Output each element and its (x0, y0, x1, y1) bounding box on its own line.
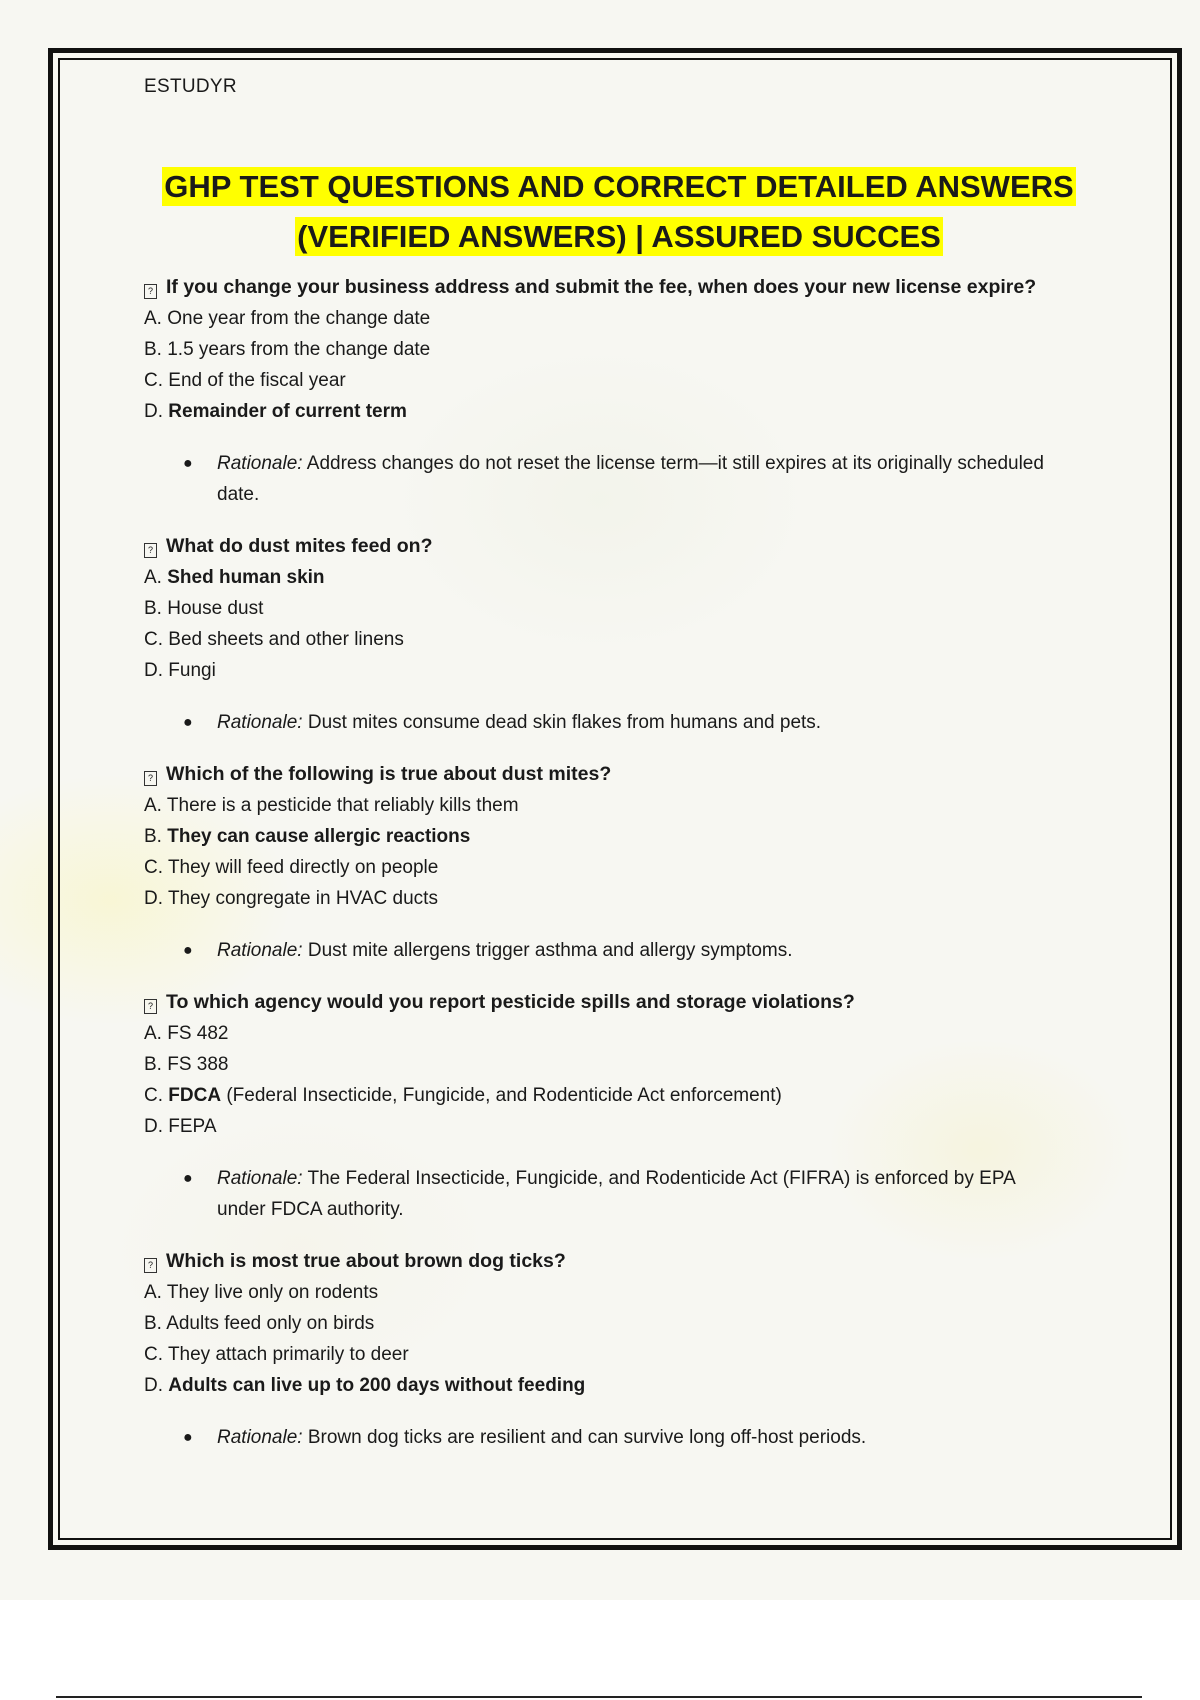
option-text-suffix: (Federal Insecticide, Fungicide, and Rodenticide Act enforcement) (221, 1085, 782, 1106)
question-label: Which is most true about brown dog ticks? (166, 1250, 566, 1272)
option-text: Adults can live up to 200 days without feeding (168, 1375, 586, 1396)
rationale-text: Address changes do not reset the license term—it still expires at its originally scheduled date. (217, 453, 1044, 505)
answer-option (144, 790, 1094, 821)
question-label: To which agency would you report pesticide spills and storage violations? (166, 991, 855, 1013)
rationale-label: Rationale: (217, 712, 303, 733)
rationale (183, 1163, 1094, 1225)
option-letter: A. (144, 1282, 162, 1303)
question-block (144, 987, 1094, 1225)
bullet-icon: ● (183, 1170, 193, 1187)
rationale (183, 448, 1094, 510)
question-marker-icon: ? (144, 284, 157, 299)
answer-option (144, 1308, 1094, 1339)
option-letter: C. (144, 370, 163, 391)
rationale-text: Brown dog ticks are resilient and can survive long off-host periods. (307, 1427, 867, 1448)
question-text (144, 987, 1094, 1018)
question-label: If you change your business address and submit the fee, when does your new license expire? (166, 276, 1037, 298)
answer-option (144, 1111, 1094, 1142)
answer-option (144, 303, 1094, 334)
answer-option-correct (144, 1080, 1094, 1111)
answer-option (144, 1339, 1094, 1370)
answer-option (144, 1049, 1094, 1080)
rationale-text: Dust mites consume dead skin flakes from humans and pets. (307, 712, 822, 733)
option-text: Fungi (168, 660, 216, 681)
footer-rule (56, 1696, 1142, 1698)
rationale-label: Rationale: (217, 453, 303, 474)
option-text: Remainder of current term (168, 401, 407, 422)
question-block (144, 759, 1094, 966)
option-text: End of the fiscal year (168, 370, 346, 391)
option-letter: C. (144, 1085, 163, 1106)
answer-option-correct (144, 1370, 1094, 1401)
option-letter: B. (144, 1313, 162, 1334)
bullet-icon: ● (183, 714, 193, 731)
option-letter: C. (144, 629, 163, 650)
brand-label: ESTUDYR (144, 76, 237, 97)
question-list (144, 272, 1094, 1453)
option-letter: C. (144, 857, 163, 878)
answer-option (144, 655, 1094, 686)
option-text: They congregate in HVAC ducts (167, 888, 438, 909)
question-text (144, 531, 1094, 562)
option-text: FS 388 (167, 1054, 229, 1075)
rationale (183, 707, 1094, 738)
bullet-icon: ● (183, 942, 193, 959)
option-text: House dust (167, 598, 264, 619)
option-letter: D. (144, 1375, 163, 1396)
answer-option (144, 1018, 1094, 1049)
rationale-text: The Federal Insecticide, Fungicide, and Rodenticide Act (FIFRA) is enforced by EPA under FDCA authority. (217, 1168, 1015, 1220)
rationale-label: Rationale: (217, 1168, 303, 1189)
document-title (144, 162, 1094, 262)
option-text: There is a pesticide that reliably kills them (166, 795, 519, 816)
bullet-icon: ● (183, 1429, 193, 1446)
answer-option (144, 334, 1094, 365)
option-text: They attach primarily to deer (167, 1344, 409, 1365)
answer-option (144, 1277, 1094, 1308)
document-content (144, 72, 1094, 1453)
option-letter: B. (144, 598, 162, 619)
option-text: They live only on rodents (166, 1282, 379, 1303)
question-label: Which of the following is true about dust mites? (166, 763, 612, 785)
question-label: What do dust mites feed on? (166, 535, 433, 557)
option-letter: D. (144, 660, 163, 681)
option-text: FEPA (168, 1116, 217, 1137)
answer-option-correct (144, 562, 1094, 593)
option-text: They will feed directly on people (167, 857, 439, 878)
answer-option (144, 365, 1094, 396)
rationale-label: Rationale: (217, 1427, 303, 1448)
option-text: Adults feed only on birds (166, 1313, 375, 1334)
option-letter: D. (144, 1116, 163, 1137)
answer-option (144, 883, 1094, 914)
question-block (144, 531, 1094, 738)
rationale (183, 935, 1094, 966)
option-letter: B. (144, 1054, 162, 1075)
rationale-text: Dust mite allergens trigger asthma and allergy symptoms. (307, 940, 793, 961)
option-letter: D. (144, 401, 163, 422)
option-letter: B. (144, 339, 162, 360)
answer-option-correct (144, 821, 1094, 852)
rationale (183, 1422, 1094, 1453)
answer-option-correct (144, 396, 1094, 427)
question-block (144, 272, 1094, 510)
option-text: Bed sheets and other linens (168, 629, 404, 650)
option-text: One year from the change date (167, 308, 431, 329)
option-letter: D. (144, 888, 163, 909)
question-text (144, 1246, 1094, 1277)
option-letter: B. (144, 826, 162, 847)
title-line-1: GHP TEST QUESTIONS AND CORRECT DETAILED ANSWERS (164, 169, 1074, 204)
answer-option (144, 852, 1094, 883)
option-text: 1.5 years from the change date (167, 339, 431, 360)
question-marker-icon: ? (144, 771, 157, 786)
option-text: They can cause allergic reactions (167, 826, 471, 847)
option-text: FS 482 (167, 1023, 229, 1044)
option-text: FDCA (168, 1085, 222, 1106)
option-text: Shed human skin (167, 567, 325, 588)
answer-option (144, 593, 1094, 624)
question-text (144, 759, 1094, 790)
option-letter: A. (144, 1023, 162, 1044)
question-marker-icon: ? (144, 999, 157, 1014)
option-letter: A. (144, 567, 162, 588)
question-marker-icon: ? (144, 543, 157, 558)
option-letter: A. (144, 308, 162, 329)
question-block (144, 1246, 1094, 1453)
title-line-2: (VERIFIED ANSWERS) | ASSURED SUCCES (297, 219, 941, 254)
rationale-label: Rationale: (217, 940, 303, 961)
answer-option (144, 624, 1094, 655)
question-marker-icon: ? (144, 1258, 157, 1273)
bullet-icon: ● (183, 455, 193, 472)
question-text (144, 272, 1094, 303)
option-letter: A. (144, 795, 162, 816)
option-letter: C. (144, 1344, 163, 1365)
